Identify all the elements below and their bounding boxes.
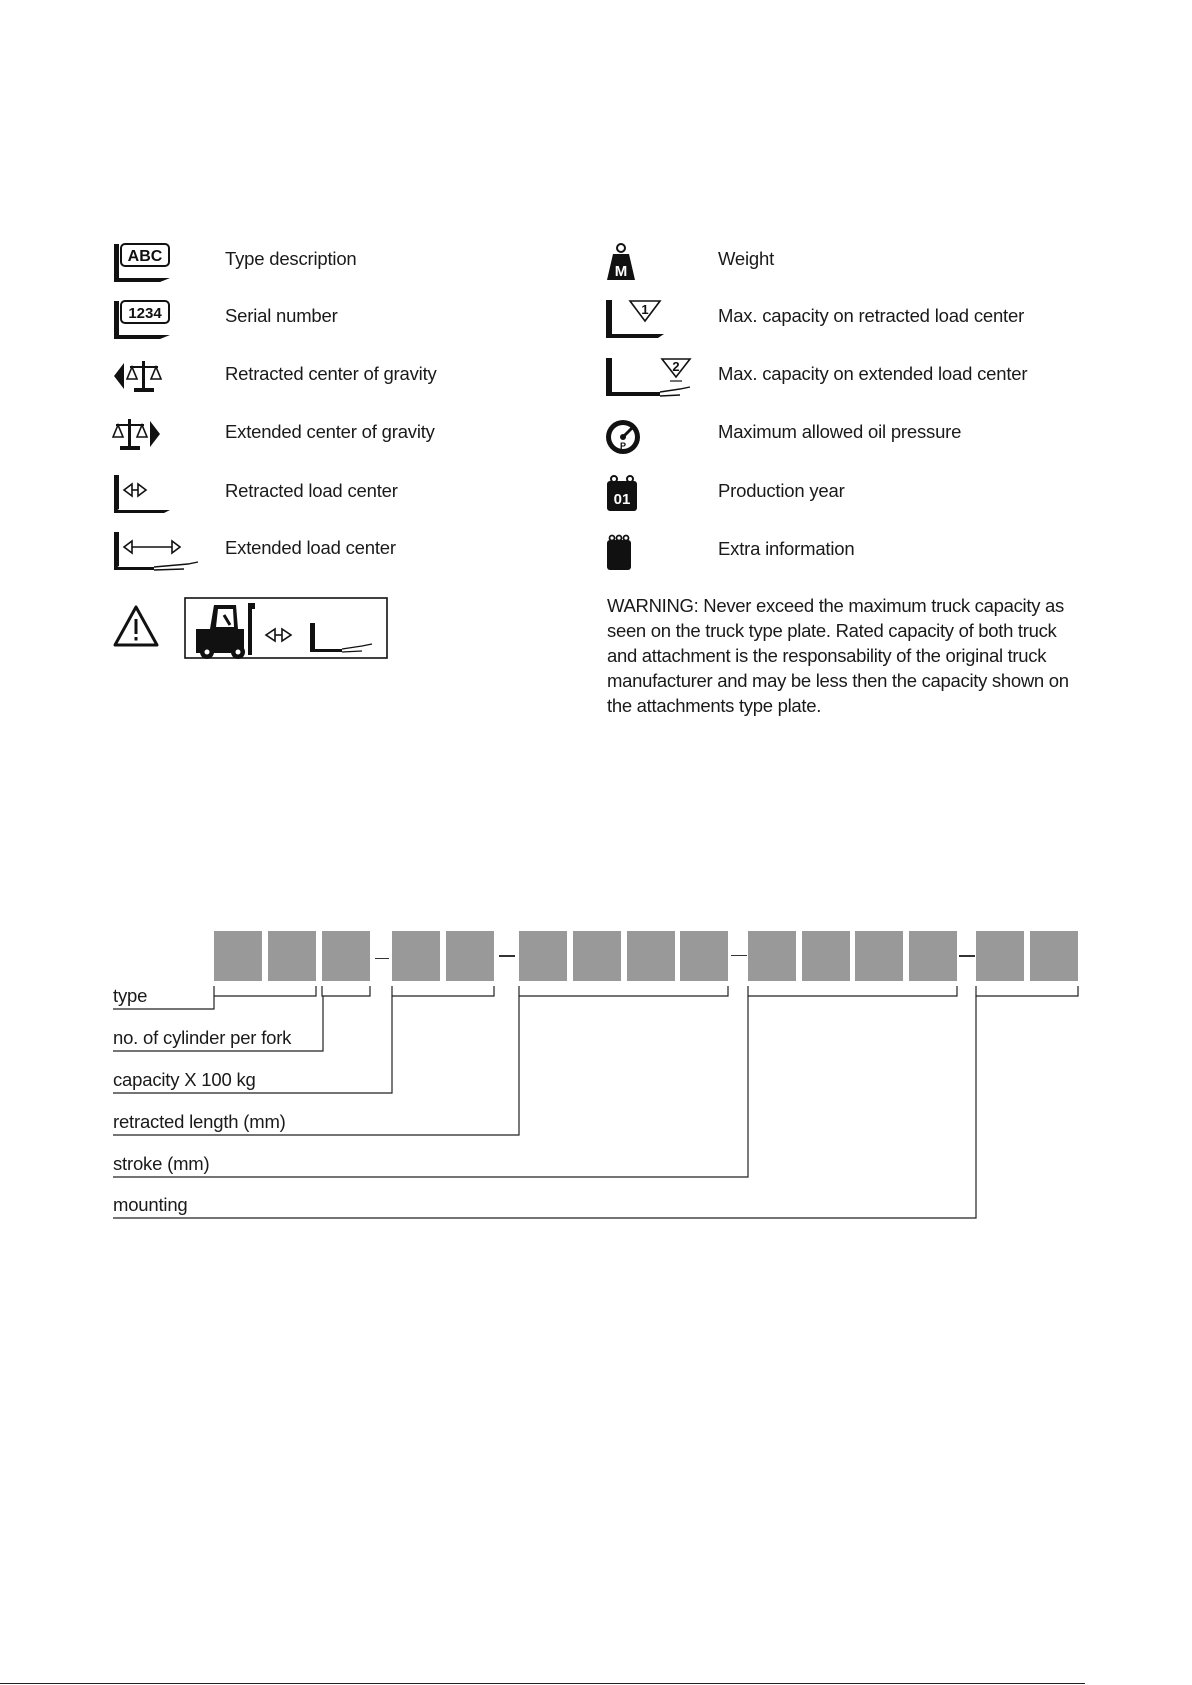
legend-label: Type description <box>225 248 357 269</box>
legend-label: Extra information <box>718 538 855 559</box>
legend-label: Max. capacity on extended load center <box>718 363 1028 384</box>
svg-text:01: 01 <box>613 491 631 508</box>
code-label-cylinders: no. of cylinder per fork <box>113 1027 292 1048</box>
legend-label: Weight <box>718 248 775 269</box>
footer-rule <box>0 1683 1085 1684</box>
legend-label: Serial number <box>225 305 338 326</box>
code-label-type: type <box>113 985 148 1006</box>
code-label-capacity: capacity X 100 kg <box>113 1069 256 1090</box>
svg-text:P: P <box>619 441 627 451</box>
svg-text:2: 2 <box>672 359 680 374</box>
svg-text:1234: 1234 <box>128 305 162 322</box>
warning-text: WARNING: Never exceed the maximum truck capacity as seen on the truck type plate. Rated capacity of both truck and attachment is the responsability of the original truck manufacturer and may be less then the capacity shown on the attachments type plate. <box>607 595 1069 716</box>
code-label-stroke: stroke (mm) <box>113 1153 210 1174</box>
code-label-mounting: mounting <box>113 1194 188 1215</box>
svg-text:1: 1 <box>641 302 649 317</box>
legend-label: Production year <box>718 480 845 501</box>
legend-label: Max. capacity on retracted load center <box>718 305 1025 326</box>
svg-text:M: M <box>614 263 628 280</box>
code-label-retracted-length: retracted length (mm) <box>113 1111 286 1132</box>
legend-label: Maximum allowed oil pressure <box>718 421 962 442</box>
legend-label: Retracted center of gravity <box>225 363 437 384</box>
legend-label: Extended load center <box>225 537 396 558</box>
legend-label: Retracted load center <box>225 480 398 501</box>
svg-text:ABC: ABC <box>127 248 163 265</box>
legend-label: Extended center of gravity <box>225 421 435 442</box>
